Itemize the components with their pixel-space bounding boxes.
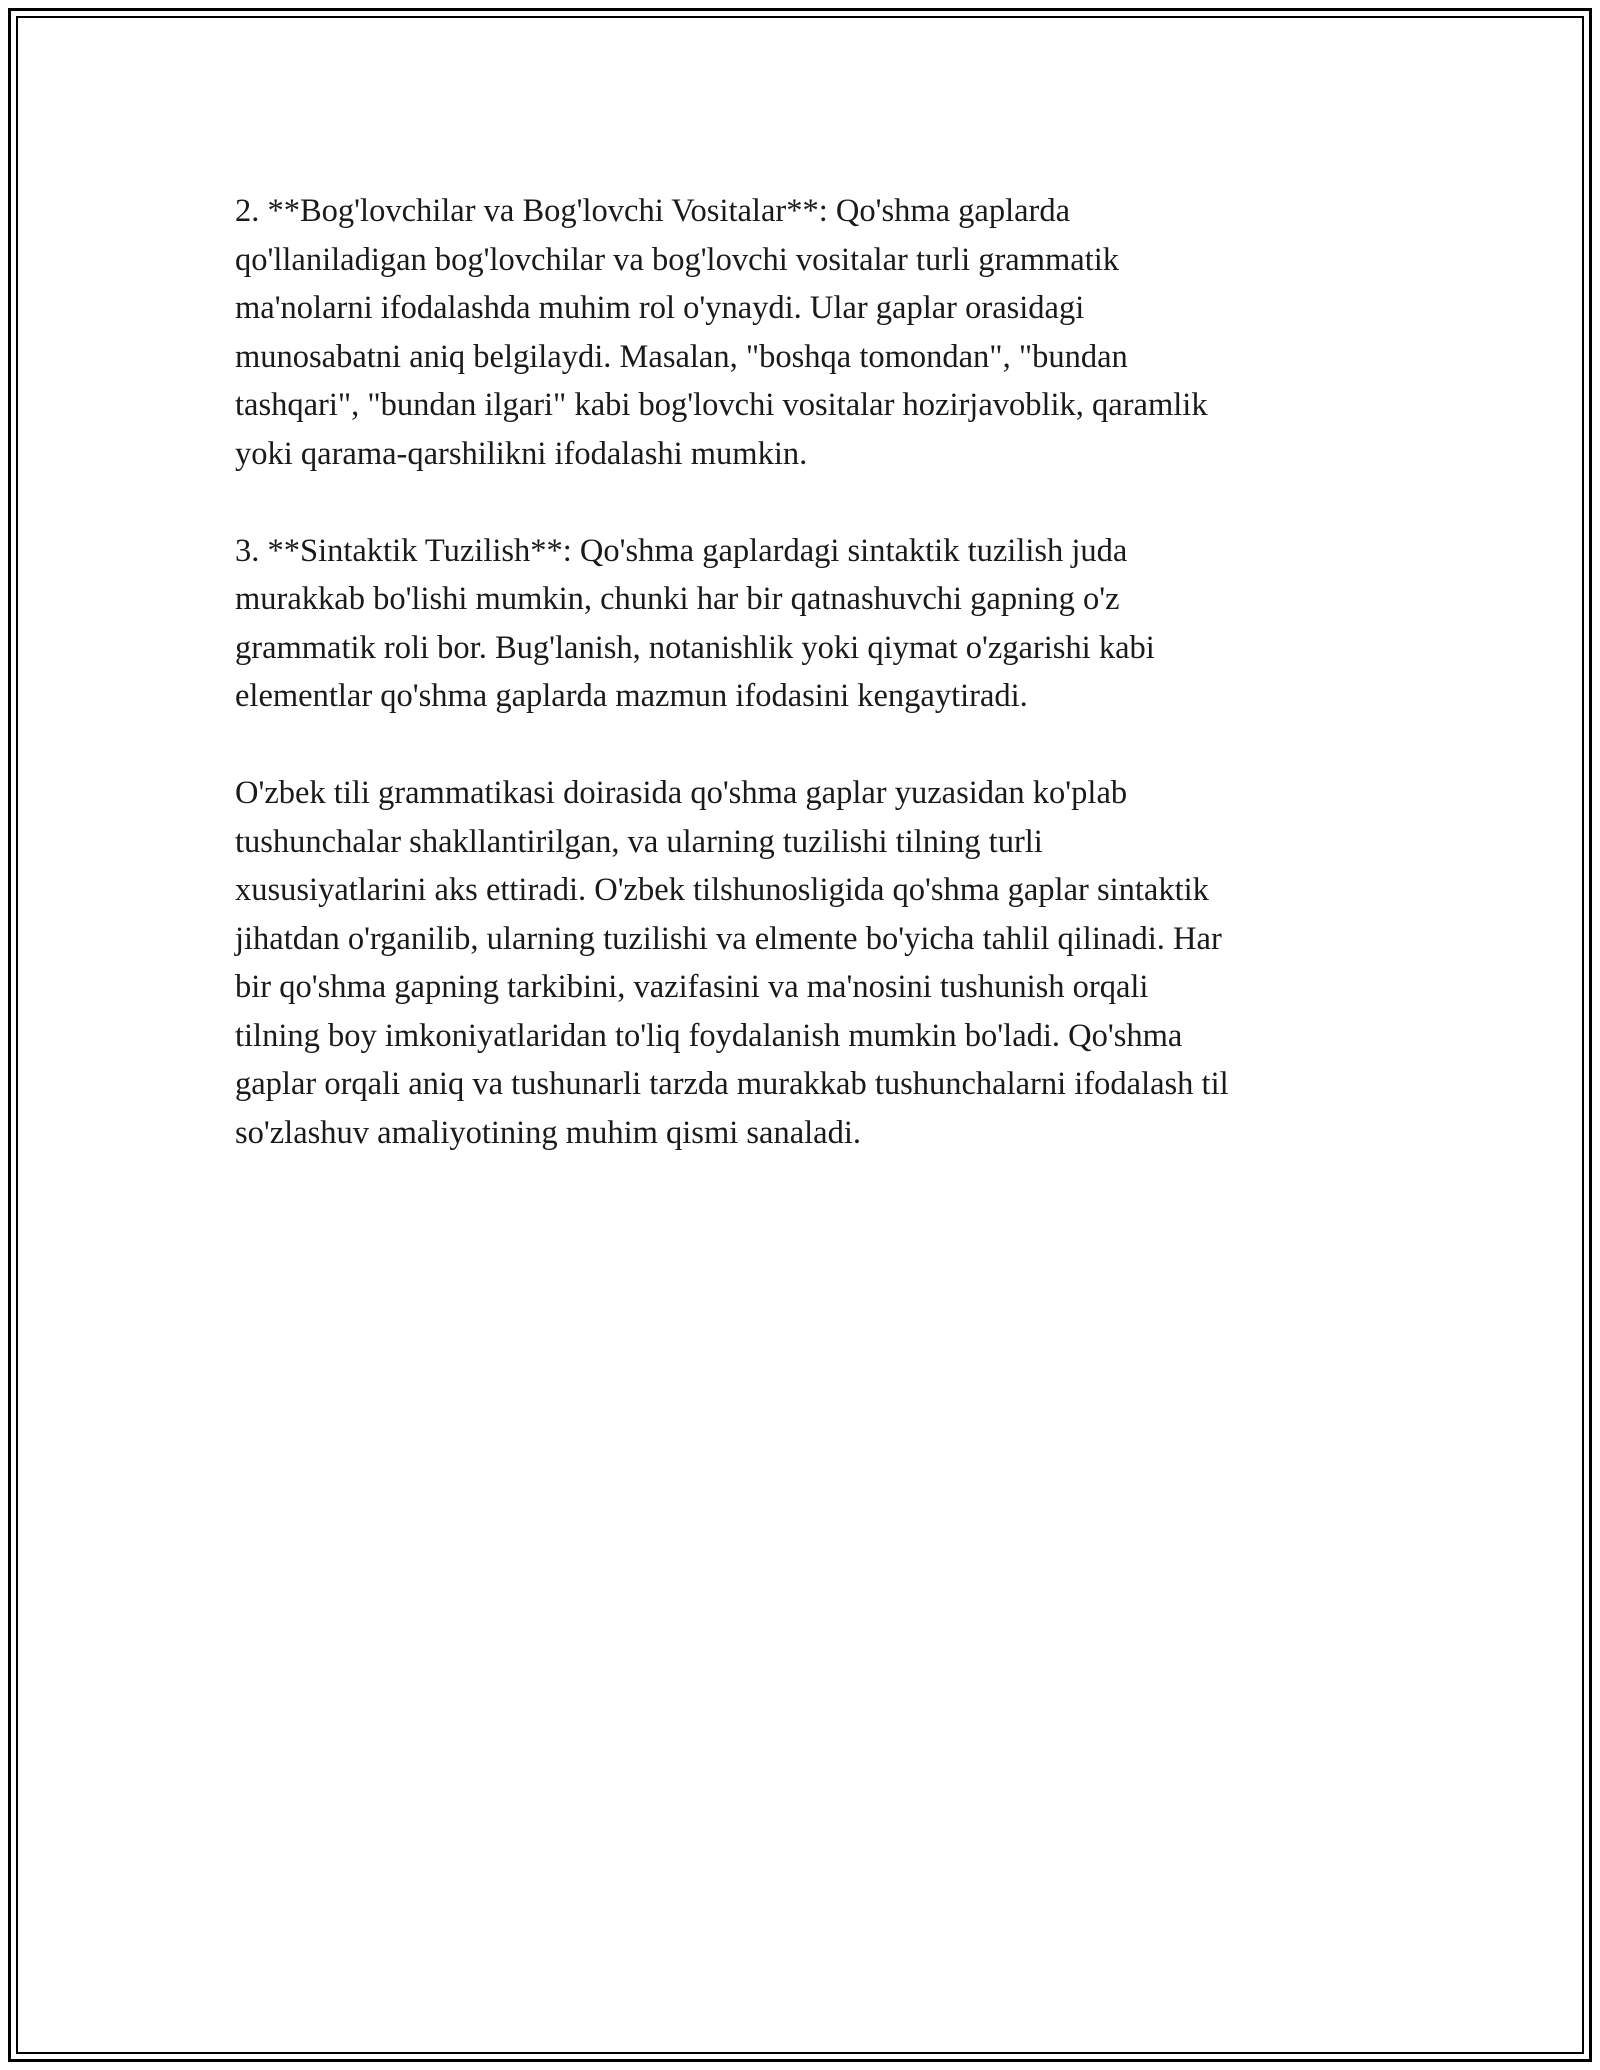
paragraph-syntactic-structure: 3. **Sintaktik Tuzilish**: Qo'shma gaplardagi sintaktik tuzilish juda murakkab bo'lishi mumkin, chunki har bir qatnashuvchi gapning o'z grammatik roli bor. Bug'lanish, notanishlik yoki qiymat o'zgarishi kabi elementlar qo'shma gaplarda mazmun ifodasini kengaytiradi. (235, 532, 1155, 714)
paragraph-conclusion: O'zbek tili grammatikasi doirasida qo'shma gaplar yuzasidan ko'plab tushunchalar shakllantirilgan, va ularning tuzilishi tilning turli xususiyatlarini aks ettiradi. O'zbek tilshunosligida qo'shma gaplar sintaktik jihatdan o'rganilib, ularning tuzilishi va elmente bo'yicha tahlil qilinadi. Har bir qo'shma gapning tarkibini, vazifasini va ma'nosini tushunish orqali tilning boy imkoniyatlaridan to'liq foydalanish mumkin bo'ladi. Qo'shma gaplar orqali aniq va tushunarli tarzda murakkab tushunchalarni ifodalash til so'zlashuv amaliyotining muhim qismi sanaladi. (235, 775, 1229, 1151)
document-body (235, 187, 1370, 1206)
paragraph-conjunctions: 2. **Bog'lovchilar va Bog'lovchi Vositalar**: Qo'shma gaplarda qo'llaniladigan bog'lovchilar va bog'lovchi vositalar turli grammatik ma'nolarni ifodalashda muhim rol o'ynaydi. Ular gaplar orasidagi munosabatni aniq belgilaydi. Masalan, "boshqa tomondan", "bundan tashqari", "bundan ilgari" kabi bog'lovchi vositalar hozirjavoblik, qaramlik yoki qarama-qarshilikni ifodalashi mumkin. (235, 193, 1208, 472)
